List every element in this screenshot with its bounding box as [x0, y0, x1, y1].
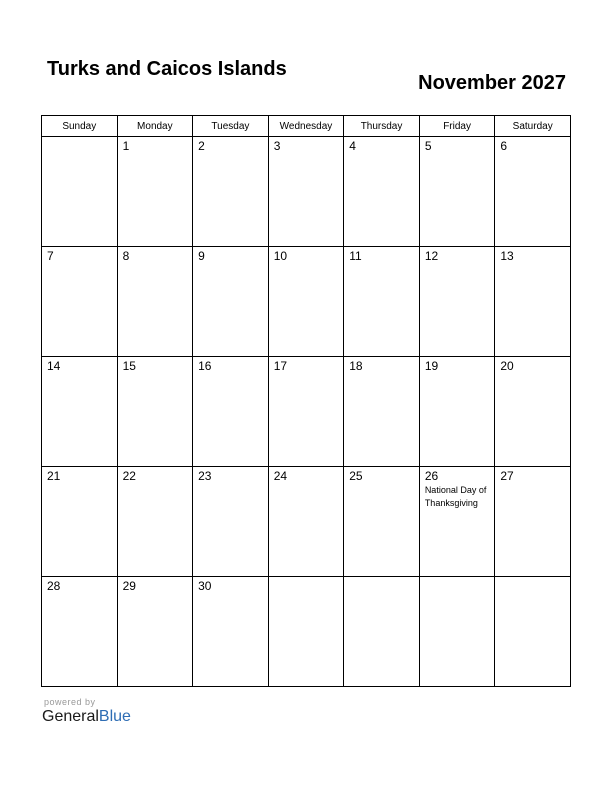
weekday-header: Saturday [495, 116, 571, 137]
day-cell [42, 247, 118, 357]
day-cell [42, 137, 118, 247]
day-number: 23 [198, 469, 212, 483]
weekday-header: Wednesday [268, 116, 344, 137]
day-number: 11 [349, 249, 362, 263]
day-number: 6 [500, 139, 508, 153]
day-number: 16 [198, 359, 212, 373]
day-cell [344, 247, 420, 357]
day-cell [117, 247, 193, 357]
day-cell [344, 467, 420, 577]
day-number: 5 [424, 139, 432, 153]
day-cell [495, 247, 571, 357]
day-number: 10 [273, 249, 288, 263]
day-number [42, 137, 117, 140]
day-cell [193, 137, 269, 247]
day-cell [344, 577, 420, 687]
weekday-header: Thursday [344, 116, 420, 137]
day-cell [344, 137, 420, 247]
week-row [42, 247, 571, 357]
day-cell [419, 577, 495, 687]
day-number: 20 [500, 359, 514, 373]
day-number: 21 [47, 469, 61, 483]
week-row [42, 467, 571, 577]
day-cell [117, 467, 193, 577]
weekday-header: Monday [117, 116, 193, 137]
day-number: 7 [47, 249, 54, 263]
weekday-header: Sunday [42, 116, 118, 137]
day-cell [268, 467, 344, 577]
day-cell [268, 357, 344, 467]
weekday-header: Friday [419, 116, 495, 137]
day-cell [495, 577, 571, 687]
day-cell [419, 247, 495, 357]
day-cell [268, 137, 344, 247]
day-cell [419, 137, 495, 247]
day-number: 17 [273, 359, 288, 373]
day-number [269, 577, 344, 580]
week-row [42, 577, 571, 687]
day-number: 12 [424, 249, 439, 263]
day-number: 25 [349, 469, 363, 483]
day-cell [495, 467, 571, 577]
week-row [42, 357, 571, 467]
weekday-header: Tuesday [193, 116, 269, 137]
day-number [495, 577, 570, 580]
holiday-label: National Day of Thanksgiving [424, 485, 487, 508]
day-number: 13 [500, 249, 514, 263]
day-number [420, 577, 495, 580]
day-number: 4 [349, 139, 356, 153]
brand-logo[interactable] [42, 708, 131, 726]
day-number: 1 [122, 139, 130, 153]
day-cell [193, 247, 269, 357]
day-number: 30 [198, 579, 212, 593]
month-title: November 2027 [418, 72, 566, 94]
day-number: 26 [424, 469, 439, 483]
day-cell [42, 357, 118, 467]
day-number: 19 [424, 359, 439, 373]
day-number: 3 [273, 139, 281, 153]
day-number: 27 [500, 469, 514, 483]
day-cell [419, 357, 495, 467]
day-number: 29 [122, 579, 136, 593]
day-cell [193, 467, 269, 577]
day-cell [193, 357, 269, 467]
brand-name-blue: Blue [98, 708, 131, 725]
day-cell [193, 577, 269, 687]
day-cell [344, 357, 420, 467]
day-number: 22 [122, 469, 136, 483]
day-cell [42, 577, 118, 687]
brand-name-general: General [42, 708, 99, 725]
day-cell [268, 577, 344, 687]
day-cell [42, 467, 118, 577]
day-cell [268, 247, 344, 357]
day-number: 18 [349, 359, 363, 373]
day-number [344, 577, 419, 580]
region-title: Turks and Caicos Islands [47, 58, 287, 80]
day-number: 2 [198, 139, 205, 153]
day-number: 8 [122, 249, 130, 263]
day-number: 28 [47, 579, 61, 593]
day-cell [495, 137, 571, 247]
day-number: 14 [47, 359, 61, 373]
day-cell [117, 577, 193, 687]
day-cell [117, 137, 193, 247]
day-cell [419, 467, 495, 577]
day-number: 24 [273, 469, 288, 483]
day-cell [495, 357, 571, 467]
day-number: 9 [198, 249, 205, 263]
day-number: 15 [122, 359, 136, 373]
weekday-header-row [42, 116, 571, 137]
day-cell [117, 357, 193, 467]
calendar-grid [41, 115, 571, 687]
powered-by-text: powered by [44, 697, 96, 707]
week-row [42, 137, 571, 247]
